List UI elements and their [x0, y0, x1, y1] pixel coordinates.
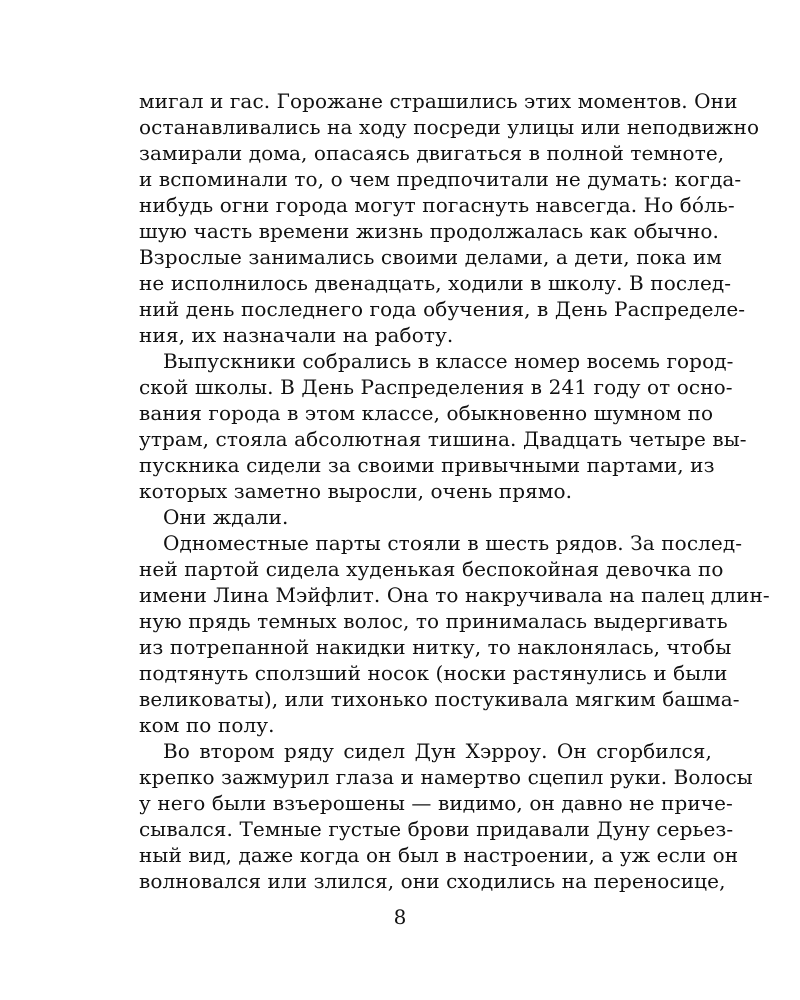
- text-line: ней партой сидела худенькая беспокойная девочка по: [139, 557, 724, 581]
- text-line: ния, их назначали на работу.: [139, 323, 454, 347]
- text-line: ской школы. В День Распределения в 241 году от осно-: [139, 375, 733, 399]
- text-line: волновался или злился, они сходились на переносице,: [139, 869, 726, 893]
- text-line: сывался. Темные густые брови придавали Дуну серьез-: [139, 817, 734, 841]
- text-line: Одноместные парты стояли в шесть рядов. За послед-: [163, 531, 743, 555]
- text-line: и вспоминали то, о чем предпочитали не думать: когда-: [139, 167, 742, 191]
- body-text: [139, 88, 770, 894]
- text-line: ний день последнего года обучения, в День Распределе-: [139, 297, 746, 321]
- text-line: ный вид, даже когда он был в настроении, а уж если он: [139, 843, 739, 867]
- text-line: подтянуть сползший носок (носки растянулись и были: [139, 661, 728, 685]
- text-line: Выпускники собрались в классе номер восемь город-: [163, 349, 734, 373]
- text-line: Они ждали.: [163, 505, 289, 529]
- text-line: из потрепанной накидки нитку, то наклонялась, чтобы: [139, 635, 732, 659]
- page-number: 8: [393, 905, 407, 929]
- text-line: вания города в этом классе, обыкновенно шумном по: [139, 401, 714, 425]
- text-line: имени Лина Мэйфлит. Она то накручивала на палец длин-: [139, 583, 770, 607]
- text-line: шую часть времени жизнь продолжалась как обычно.: [139, 219, 719, 243]
- text-line: крепко зажмурил глаза и намертво сцепил руки. Волосы: [139, 765, 753, 789]
- text-line: которых заметно выросли, очень прямо.: [139, 479, 573, 503]
- text-line: замирали дома, опасаясь двигаться в полной темноте,: [139, 141, 725, 165]
- text-line: не исполнилось двенадцать, ходили в школу. В послед-: [139, 271, 732, 295]
- text-line: у него были взъерошены — видимо, он давно не приче-: [139, 791, 733, 815]
- text-line: Во втором ряду сидел Дун Хэрроу. Он сгорбился,: [163, 739, 712, 763]
- text-line: ком по полу.: [139, 713, 275, 737]
- text-line: пускника сидели за своими привычными партами, из: [139, 453, 715, 477]
- text-line: останавливались на ходу посреди улицы или неподвижно: [139, 115, 760, 139]
- text-line: ную прядь темных волос, то принималась выдергивать: [139, 609, 728, 633]
- text-line: мигал и гас. Горожане страшились этих моментов. Они: [139, 89, 738, 113]
- text-line: утрам, стояла абсолютная тишина. Двадцать четыре вы-: [139, 427, 747, 451]
- text-line: нибудь огни города могут погаснуть навсегда. Но бóль-: [139, 193, 735, 217]
- text-line: Взрослые занимались своими делами, а дети, пока им: [139, 245, 722, 269]
- text-line: великоваты), или тихонько постукивала мягким башма-: [139, 687, 740, 711]
